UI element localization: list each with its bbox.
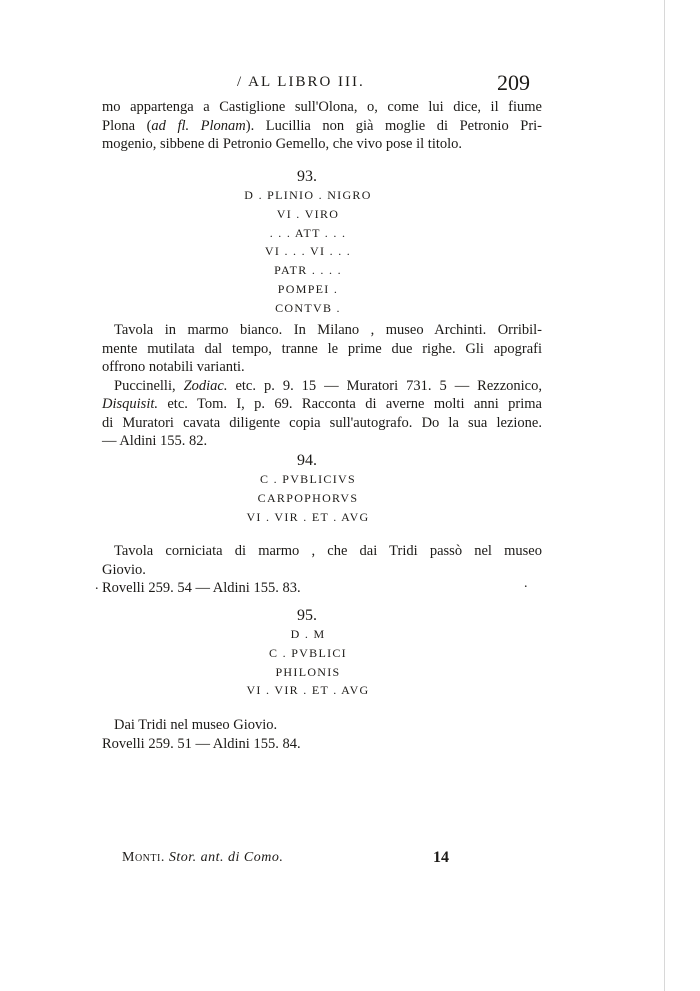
inscription-line: VI . VIR . ET . AVG bbox=[246, 509, 370, 524]
commentary-93-line-5 bbox=[102, 395, 542, 414]
commentary-94-line-1: Tavola corniciata di marmo , che dai Tridi passò nel museo bbox=[114, 543, 542, 559]
intro-line-3: mogenio, sibbene di Petronio Gemello, che vivo pose il titolo. bbox=[102, 136, 463, 152]
running-title-text: AL LIBRO III. bbox=[248, 74, 365, 90]
inscription-line: PHILONIS bbox=[275, 664, 341, 679]
commentary-94 bbox=[102, 542, 542, 598]
intro-line-1: mo appartenga a Castiglione sull'Olona, o, come lui dice, il fiume bbox=[102, 99, 542, 115]
stray-dot: . bbox=[95, 578, 99, 593]
commentary-94-line-3: Rovelli 259. 54 — Aldini 155. 83. bbox=[102, 580, 301, 596]
inscription-line: PATR . . . . bbox=[274, 263, 342, 278]
commentary-93-line-3: offrono notabili varianti. bbox=[102, 359, 245, 375]
inscription-line: C . PVBLICI bbox=[269, 645, 347, 660]
footer-author: Monti. bbox=[122, 850, 165, 865]
inscription-95-text bbox=[0, 625, 616, 700]
inscription-line: VI . VIR . ET . AVG bbox=[246, 683, 370, 698]
footer-title bbox=[122, 850, 283, 866]
commentary-93-line-4 bbox=[102, 377, 542, 396]
commentary-94-line-2: Giovio. bbox=[102, 561, 146, 578]
inscription-line: D . PLINIO . NIGRO bbox=[244, 188, 372, 202]
commentary-93 bbox=[102, 321, 542, 451]
inscription-line: D . M bbox=[290, 627, 326, 641]
running-header bbox=[0, 70, 700, 98]
commentary-93-line-6: di Muratori cavata diligente copia sull'autografo. Do la sua lezione. bbox=[102, 414, 542, 431]
footer-work-title: Stor. ant. di Como. bbox=[168, 850, 284, 865]
inscription-94-number: 94. bbox=[297, 452, 317, 469]
inscription-line: VI . . . VI . . . bbox=[264, 244, 352, 259]
running-mark: / bbox=[237, 74, 244, 90]
commentary-95-line-1: Dai Tridi nel museo Giovio. bbox=[114, 717, 278, 733]
stray-dot: . bbox=[524, 576, 528, 591]
inscription-94-text bbox=[0, 470, 616, 526]
inscription-line: C . PVBLICIVS bbox=[260, 472, 356, 486]
ref-italic: Zodiac. bbox=[183, 377, 228, 394]
intro-line-2-post: ). Lucillia non già moglie di Petronio Pri- bbox=[245, 117, 543, 134]
commentary-93-line-7: — Aldini 155. 82. bbox=[102, 433, 208, 449]
intro-line-2 bbox=[102, 117, 542, 136]
intro-line-2-italic: ad fl. Plonam bbox=[151, 117, 246, 134]
commentary-93-line-1: Tavola in marmo bianco. In Milano , museo Archinti. Orribil- bbox=[114, 322, 542, 338]
ref-italic: Disquisit. bbox=[102, 396, 158, 412]
inscription-95-number: 95. bbox=[297, 607, 317, 624]
inscription-line: VI . VIRO bbox=[276, 206, 340, 221]
page-footer bbox=[0, 850, 700, 870]
inscription-line: POMPEI . bbox=[277, 281, 339, 296]
commentary-95-line-2: Rovelli 259. 51 — Aldini 155. 84. bbox=[102, 735, 301, 752]
signature-mark: 14 bbox=[433, 849, 449, 866]
commentary-93-line-2: mente mutilata dal tempo, tranne le prime due righe. Gli apografi bbox=[102, 340, 542, 357]
inscription-line: CONTVB . bbox=[275, 300, 341, 315]
page-edge-line bbox=[664, 0, 665, 991]
inscription-line: . . . ATT . . . bbox=[269, 225, 347, 240]
ref-post: etc. p. 9. 15 — Muratori 731. 5 — Rezzonico, bbox=[227, 377, 542, 394]
inscription-93-text bbox=[0, 186, 616, 318]
page-number: 209 bbox=[497, 70, 530, 95]
intro-paragraph bbox=[102, 98, 542, 154]
ref-pre: Puccinelli, bbox=[114, 377, 184, 394]
commentary-95 bbox=[102, 716, 542, 753]
inscription-93-number: 93. bbox=[297, 168, 317, 185]
ref-post: etc. Tom. I, p. 69. Racconta di averne molti anni prima bbox=[158, 396, 542, 412]
intro-line-2-pre: Plona ( bbox=[102, 117, 152, 134]
inscription-line: CARPOPHORVS bbox=[257, 490, 359, 505]
running-title bbox=[237, 74, 365, 91]
